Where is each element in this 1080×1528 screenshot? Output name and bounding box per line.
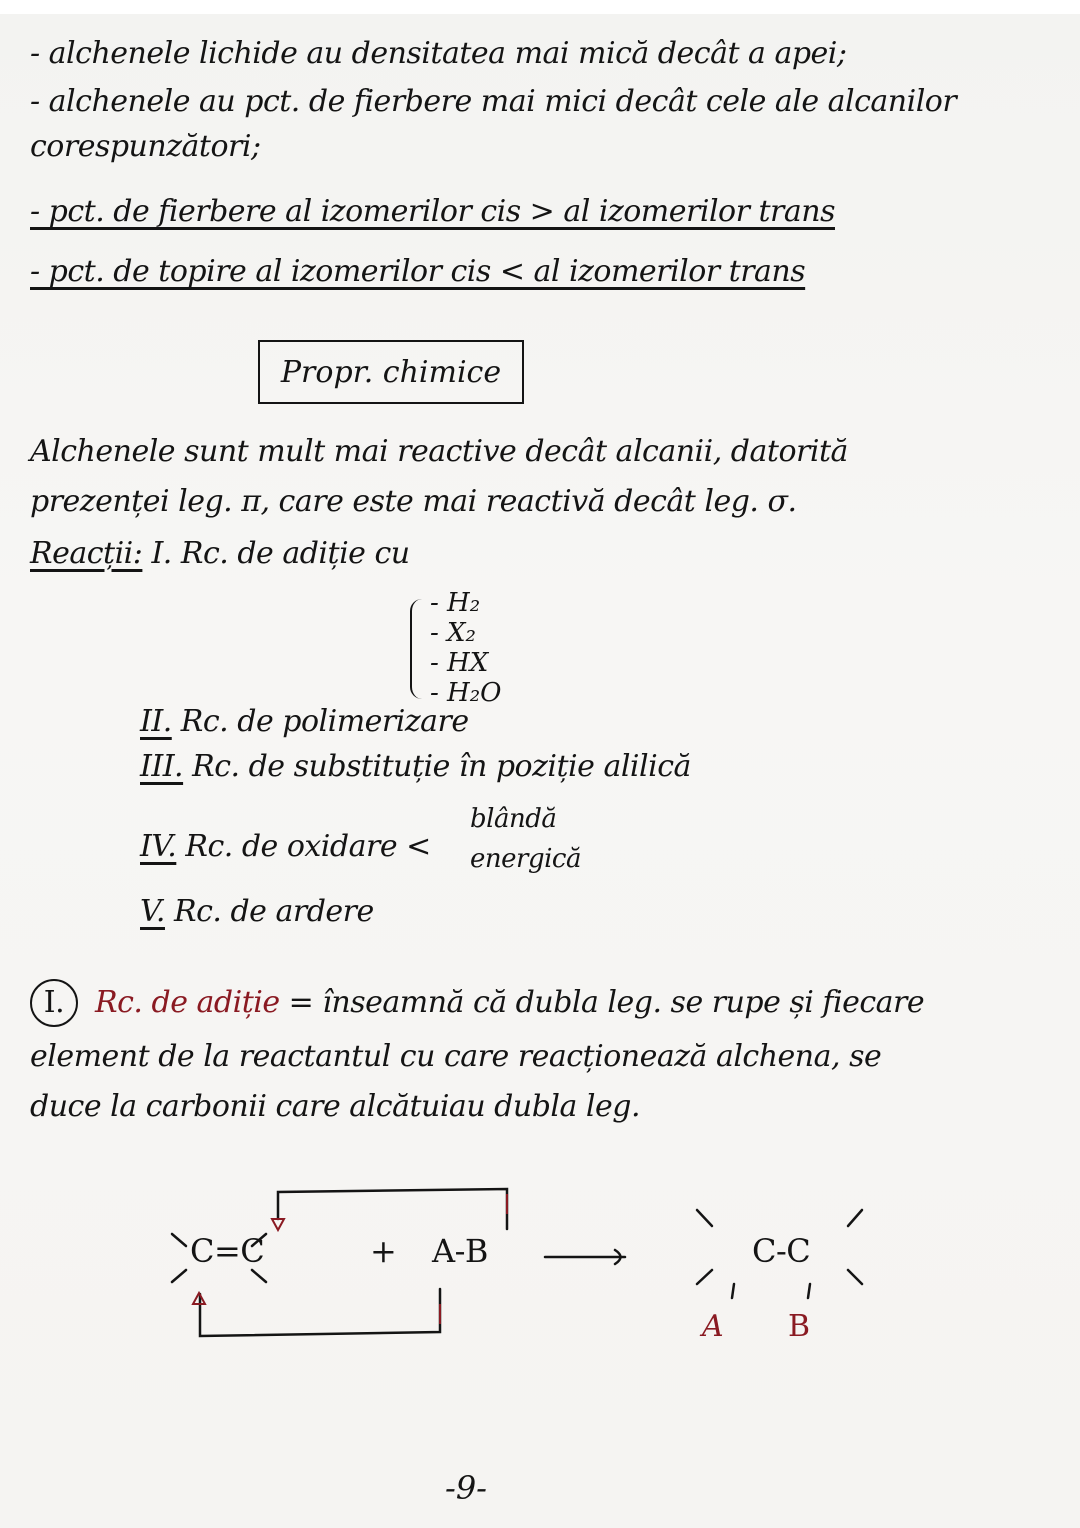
product-b: B bbox=[788, 1309, 810, 1344]
intro-line-2: prezenței leg. π, care este mai reactivă decât leg. σ. bbox=[30, 484, 797, 519]
addition-definition-3: duce la carbonii care alcătuiau dubla leg. bbox=[30, 1089, 641, 1124]
note-line-melting-cis-trans: - pct. de topire al izomerilor cis < al izomerilor trans bbox=[30, 254, 806, 289]
reaction-text: Rc. de ardere bbox=[174, 894, 374, 929]
plus-sign: + bbox=[370, 1232, 397, 1270]
reactions-label: Reacții: bbox=[30, 536, 143, 571]
reaction-numeral: II. bbox=[140, 704, 172, 739]
reaction-text: Rc. de oxidare bbox=[185, 829, 398, 864]
note-line-corresponding: corespunzători; bbox=[30, 129, 261, 164]
reaction-numeral: III. bbox=[140, 749, 184, 784]
section-numeral-circled: I. bbox=[30, 979, 78, 1027]
notebook-page bbox=[0, 14, 1080, 1528]
reagent-x2: - X₂ bbox=[430, 618, 476, 648]
section-title: Propr. chimice bbox=[280, 354, 502, 390]
note-line-boiling-cis-trans: - pct. de fierbere al izomerilor cis > al izomerilor trans bbox=[30, 194, 835, 229]
addition-title: Rc. de adiție bbox=[95, 985, 280, 1020]
reaction-numeral: I. bbox=[151, 536, 172, 571]
intro-line-1: Alchenele sunt mult mai reactive decât alcanii, datorită bbox=[30, 434, 848, 469]
product-carbons: C-C bbox=[752, 1232, 811, 1270]
reaction-numeral: IV. bbox=[140, 829, 177, 864]
oxidation-energetic: energică bbox=[470, 844, 581, 874]
oxidation-mild: blândă bbox=[470, 804, 557, 834]
note-line-boiling-point: - alchenele au pct. de fierbere mai mici decât cele ale alcanilor bbox=[30, 84, 957, 119]
addition-definition-1: = înseamnă că dubla leg. se rupe și fiecare bbox=[288, 985, 925, 1020]
note-line-density: - alchenele lichide au densitatea mai mică decât a apei; bbox=[30, 36, 847, 71]
reaction-text: Rc. de adiție cu bbox=[180, 536, 410, 571]
product-a: A bbox=[702, 1309, 724, 1344]
reagent-h2o: - H₂O bbox=[430, 678, 502, 708]
reaction-numeral: V. bbox=[140, 894, 165, 929]
branch-icon: < bbox=[406, 829, 431, 864]
reaction-text: Rc. de substituție în poziție alilică bbox=[192, 749, 691, 784]
addition-definition-2: element de la reactantul cu care reacționează alchena, se bbox=[30, 1039, 882, 1074]
reagent-hx: - HX bbox=[430, 648, 489, 678]
reagent-h2: - H₂ bbox=[430, 588, 481, 618]
reactant-alkene: C=C bbox=[190, 1232, 265, 1270]
equation-arrows bbox=[0, 14, 1080, 1528]
page-number: -9- bbox=[445, 1469, 487, 1507]
reaction-text: Rc. de polimerizare bbox=[180, 704, 469, 739]
reactant-ab: A-B bbox=[432, 1232, 488, 1270]
